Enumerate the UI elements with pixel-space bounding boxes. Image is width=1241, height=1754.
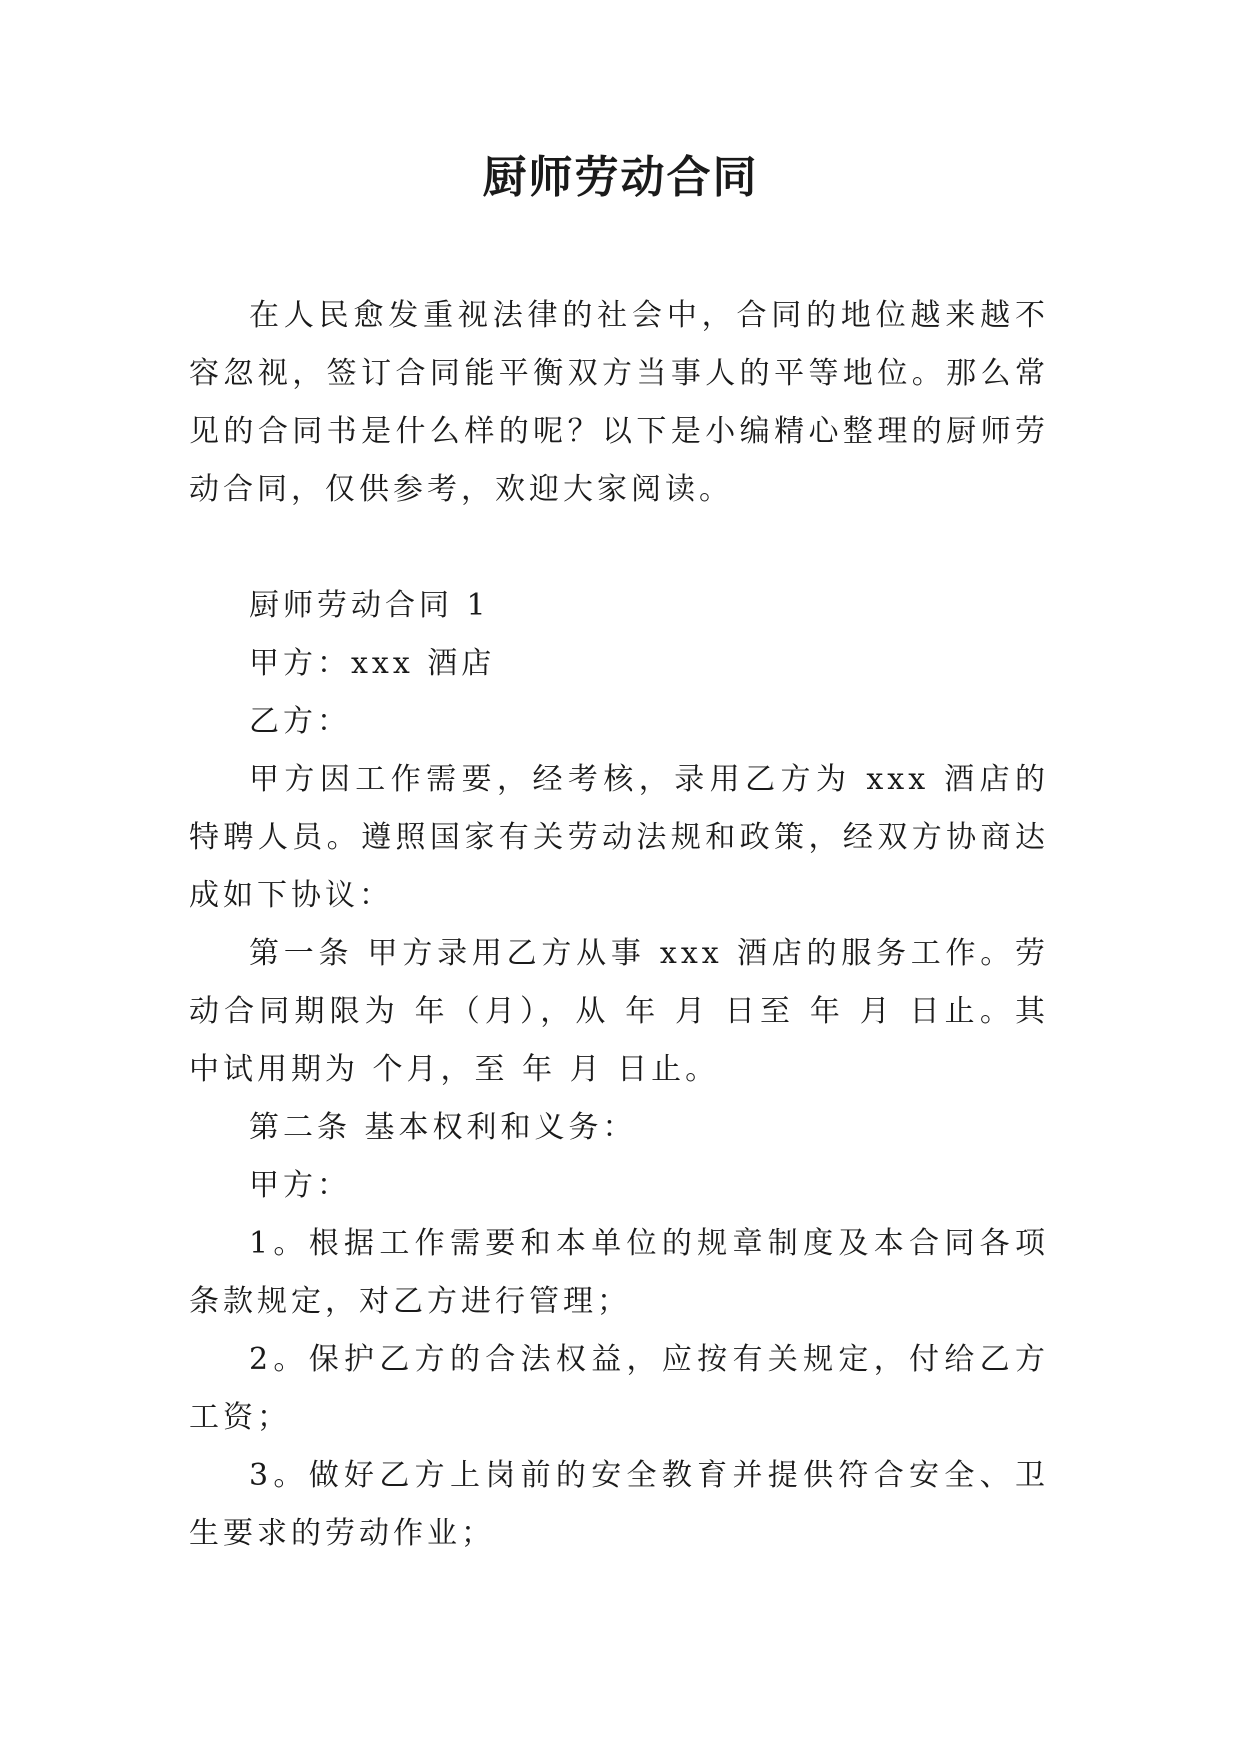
- party-a-subheading: 甲方：: [249, 1168, 351, 1203]
- party-b-line: 乙方：: [249, 704, 351, 739]
- preamble-paragraph: 甲方因工作需要，经考核，录用乙方为 xxx 酒店的特聘人员。遵照国家有关劳动法规和政策，经双方协商达成如下协议：: [189, 762, 1049, 913]
- article-2-heading: 第二条 基本权利和义务：: [249, 1110, 637, 1145]
- clause-1-paragraph: 1。根据工作需要和本单位的规章制度及本合同各项条款规定，对乙方进行管理；: [189, 1226, 1049, 1319]
- clause-3-paragraph: 3。做好乙方上岗前的安全教育并提供符合安全、卫生要求的劳动作业；: [189, 1458, 1049, 1551]
- intro-paragraph: 在人民愈发重视法律的社会中，合同的地位越来越不容忽视，签订合同能平衡双方当事人的平等地位。那么常见的合同书是什么样的呢？以下是小编精心整理的厨师劳动合同，仅供参考，欢迎大家阅读。: [189, 298, 1049, 507]
- contract-heading: 厨师劳动合同 1: [249, 588, 490, 623]
- document-title: 厨师劳动合同: [482, 152, 759, 203]
- clause-2-paragraph: 2。保护乙方的合法权益，应按有关规定，付给乙方工资；: [189, 1342, 1049, 1435]
- article-1-paragraph: 第一条 甲方录用乙方从事 xxx 酒店的服务工作。劳动合同期限为 年（月），从 年 月 日至 年 月 日止。其中试用期为 个月，至 年 月 日止。: [189, 936, 1049, 1087]
- party-a-line: 甲方：xxx 酒店: [249, 646, 496, 681]
- document-body: [189, 287, 1049, 1563]
